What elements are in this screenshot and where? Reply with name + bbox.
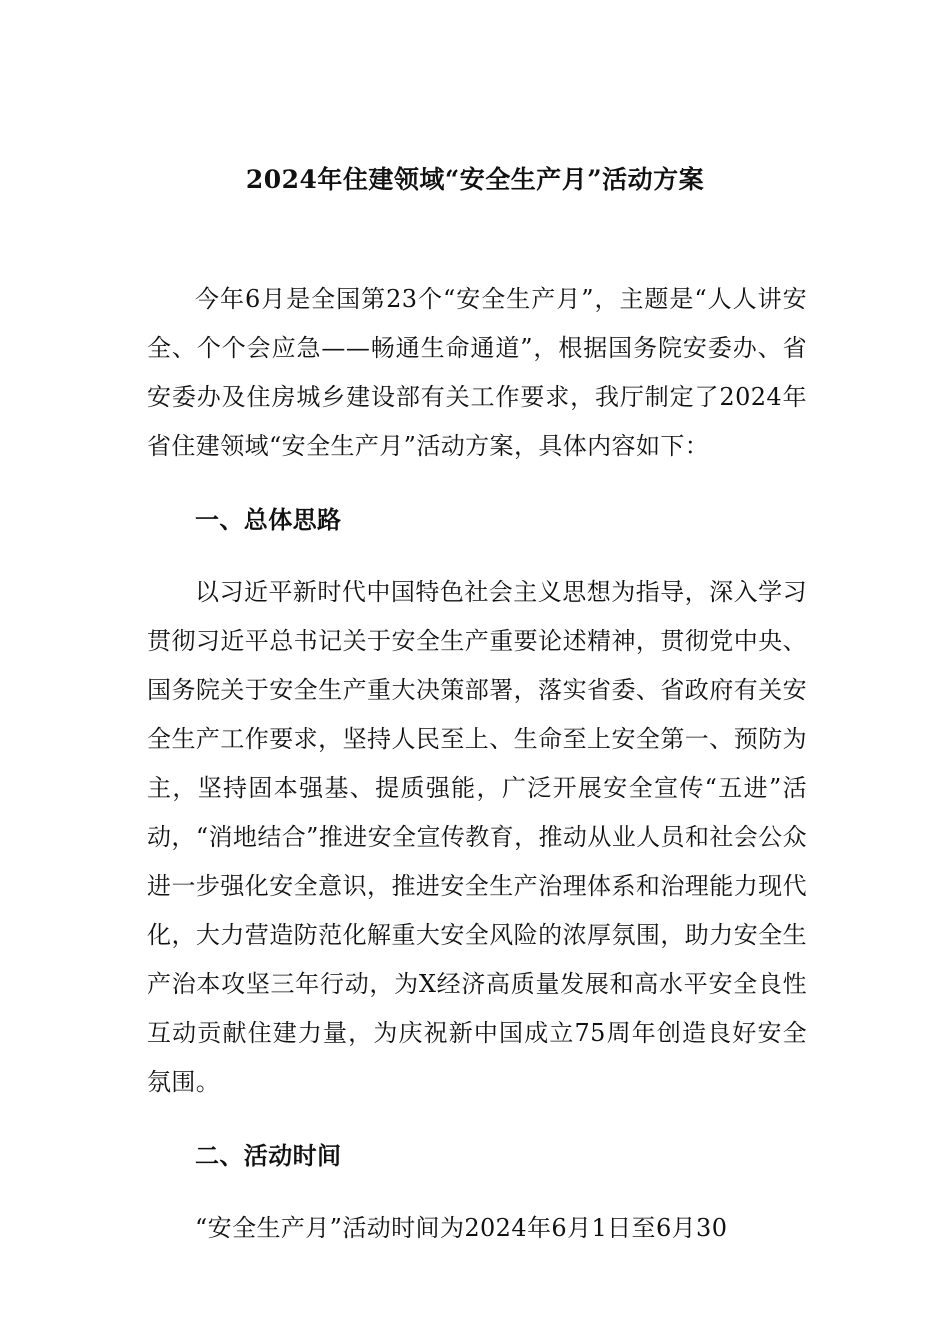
activity-time-paragraph: “安全生产月”活动时间为2024年6月1日至6月30 [195,1214,728,1242]
section-heading-activity-time: 二、活动时间 [195,1141,342,1170]
document-title: 2024年住建领域“安全生产月”活动方案 [245,165,705,194]
intro-paragraph: 今年6月是全国第23个“安全生产月”，主题是“人人讲安全、个个会应急——畅通生命通道”，根据国务院安委办、省安委办及住房城乡建设部有关工作要求，我厅制定了2024年省住建领域“安全生产月”活动方案，具体内容如下： [147,285,807,460]
document-body [147,275,807,1253]
overall-approach-paragraph: 以习近平新时代中国特色社会主义思想为指导，深入学习贯彻习近平总书记关于安全生产重要论述精神，贯彻党中央、国务院关于安全生产重大决策部署，落实省委、省政府有关安全生产工作要求，坚持人民至上、生命至上安全第一、预防为主，坚持固本强基、提质强能，广泛开展安全宣传“五进”活动，“消地结合”推进安全宣传教育，推动从业人员和社会公众进一步强化安全意识，推进安全生产治理体系和治理能力现代化，大力营造防范化解重大安全风险的浓厚氛围，助力安全生产治本攻坚三年行动，为X经济高质量发展和高水平安全良性互动贡献住建力量，为庆祝新中国成立75周年创造良好安全氛围。 [147,578,807,1096]
section-heading-overall-approach: 一、总体思路 [195,505,342,534]
